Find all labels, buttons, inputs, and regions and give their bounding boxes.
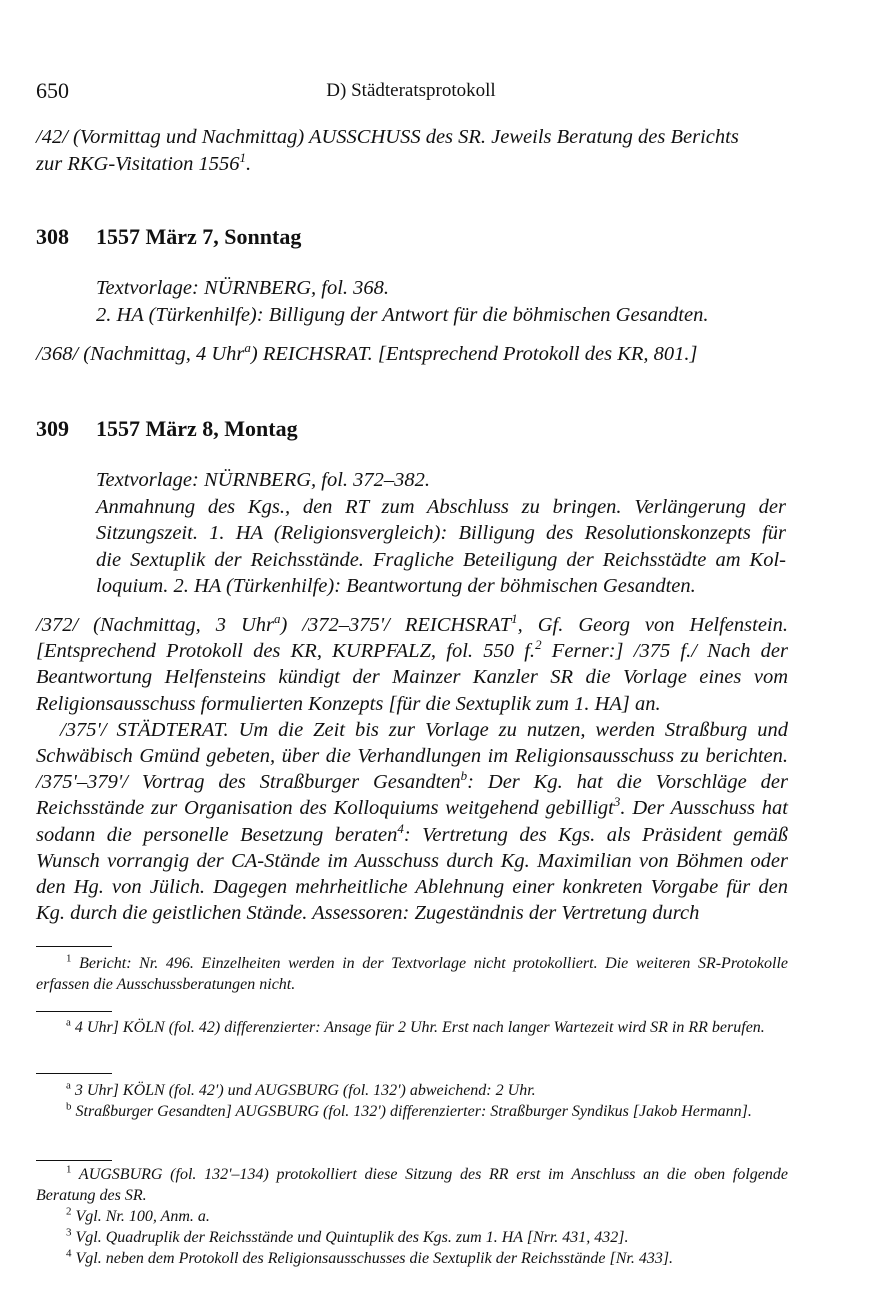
text-run: : Vertretung des Kgs. als Präsident gemäß Wunsch vorrangig der CA-Stände im Ausschuss durch Kg. Maximilian von Böhmen oder den Hg. von Jülich. Dagegen mehrheitliche Ablehnung einer konkreten Vorgabe für den Kg. durch die geistlichen Stände. Assessoren: Zugeständnis der Vertretung durch [36, 823, 788, 925]
paragraph-staedterat [36, 717, 788, 927]
paragraph-reichsrat [36, 612, 788, 717]
footnote-a-309: $^a$ 3 Uhr] KÖLN (fol. 42') und AUGSBURG (fol. 132') abweichend: 2 Uhr. $^b$ Straßburger Gesandten] AUGSBURG (fol. 132') differenzierter: Straßburger Syndikus [Jakob Hermann]. [66, 1079, 752, 1120]
footnote-rule [36, 1073, 112, 1074]
intro-line-1: /42/ (Vormittag und Nachmittag) AUSSCHUSS des SR. Jeweils Beratung des Berichts [36, 126, 739, 148]
source-note: Textvorlage: NÜRNBERG, fol. 372–382. [96, 469, 431, 491]
footnote-rule [36, 946, 112, 947]
text-run: ) /372–375'/ REICHSRAT [280, 614, 512, 636]
entry-309-body [36, 612, 788, 926]
page-header [36, 78, 786, 106]
footnote-rule [36, 1011, 112, 1012]
footnote-ref: b [460, 768, 468, 784]
entry-date: 1557 März 7, Sonntag [96, 224, 302, 249]
text-run: /372/ (Nachmittag, 3 Uhr [36, 614, 274, 636]
intro-paragraph [36, 124, 788, 177]
text-run: Ferner:] /375 f./ Nach der Beantwortung Helfensteins kündigt der Mainzer Kanzler SR die Vorlage eines vom Religionsausschuss formulierten Konzepts [für die Sextuplik zum 1. HA] an. [36, 640, 788, 715]
text-run: , Gf. Georg von Helfenstein. [Entsprechend Protokoll des KR, KURPFALZ, fol. 550 f. [36, 614, 788, 663]
text-run: /375'/ STÄDTERAT. Um die Zeit bis zur Vorlage zu nutzen, werden Straßburg und Schwäbisch Gmünd gebeten, über die Verhandlungen im Religionsausschuss zu berichten. /375'–379'/ Vortrag des Straßburger Gesandten [36, 718, 788, 794]
entry-number: 309 [36, 416, 69, 441]
footnote-rule [36, 1160, 112, 1161]
footnote-ref: a [244, 340, 251, 356]
footnote-ref: 3 [613, 794, 621, 810]
entry-308-heading [36, 224, 788, 251]
footnote-ref: 4 [397, 820, 404, 836]
entry-309-heading [36, 416, 788, 443]
intro-line-2: zur RKG-Visitation 1556$^1$. [36, 149, 252, 175]
running-title: D) Städteratsprotokoll [326, 80, 496, 101]
text-run: . Der Ausschuss hat sodann die personelle Besetzung beraten [36, 797, 788, 846]
footnote-ref: a [274, 611, 281, 627]
footnote-1: $^1$ Bericht: Nr. 496. Einzelheiten werden in der Textvorlage nicht protokolliert. Die weiteren SR-Protokolle erfassen die Ausschussberatungen nicht. [36, 952, 789, 993]
source-note: Textvorlage: NÜRNBERG, fol. 368. [96, 277, 390, 299]
footnote-ref: 1 [511, 611, 518, 627]
page-number: 650 [36, 78, 69, 103]
footnotes-numbered: $^1$ AUGSBURG (fol. 132'–134) protokolliert diese Sitzung des RR erst im Anschluss an die oben folgende Beratung des SR. $^2$ Vgl. Nr. 100, Anm. a. $^3$ Vgl. Quadruplik der Reichsstände und Quintuplik des Kgs. zum 1. HA [Nrr. 431, 432]. $^4$ Vgl. neben dem Protokoll des Religionsausschusses die Sextuplik der Reichsstände [Nr. 433]. [36, 1163, 788, 1267]
entry-308-body: /368/ (Nachmittag, 4 Uhr$^a$) REICHSRAT. [Entsprechend Protokoll des KR, 801.] [36, 340, 698, 365]
summary: 2. HA (Türkenhilfe): Billigung der Antwort für die böhmischen Gesandten. [96, 303, 709, 326]
entry-number: 308 [36, 224, 69, 249]
footnote-a-308: $^a$ 4 Uhr] KÖLN (fol. 42) differenzierter: Ansage für 2 Uhr. Erst nach langer Wartezeit wird SR in RR berufen. [66, 1016, 765, 1036]
entry-308-header-note [96, 275, 786, 328]
summary: Anmahnung des Kgs., den RT zum Abschluss zu bringen. Verlängerung der Sitzungszeit. 1. HA (Religionsvergleich): Billigung des Resolutionskonzepts für die Sextuplik der Reichsstände. Fragliche Beteiligung der Reichsstädte am Kol- loquium. 2. HA (Türkenhilfe): Beantwortung der böhmischen Gesandten. [96, 495, 786, 597]
entry-309-header-note [96, 467, 786, 600]
footnote-ref: 2 [535, 637, 542, 653]
footnote-ref: 1 [239, 149, 246, 165]
entry-date: 1557 März 8, Montag [96, 416, 298, 441]
text-run: : Der Kg. hat die Vorschläge der Reichsstände zur Organisation des Kolloquiums weitgehend gebilligt [36, 771, 789, 820]
